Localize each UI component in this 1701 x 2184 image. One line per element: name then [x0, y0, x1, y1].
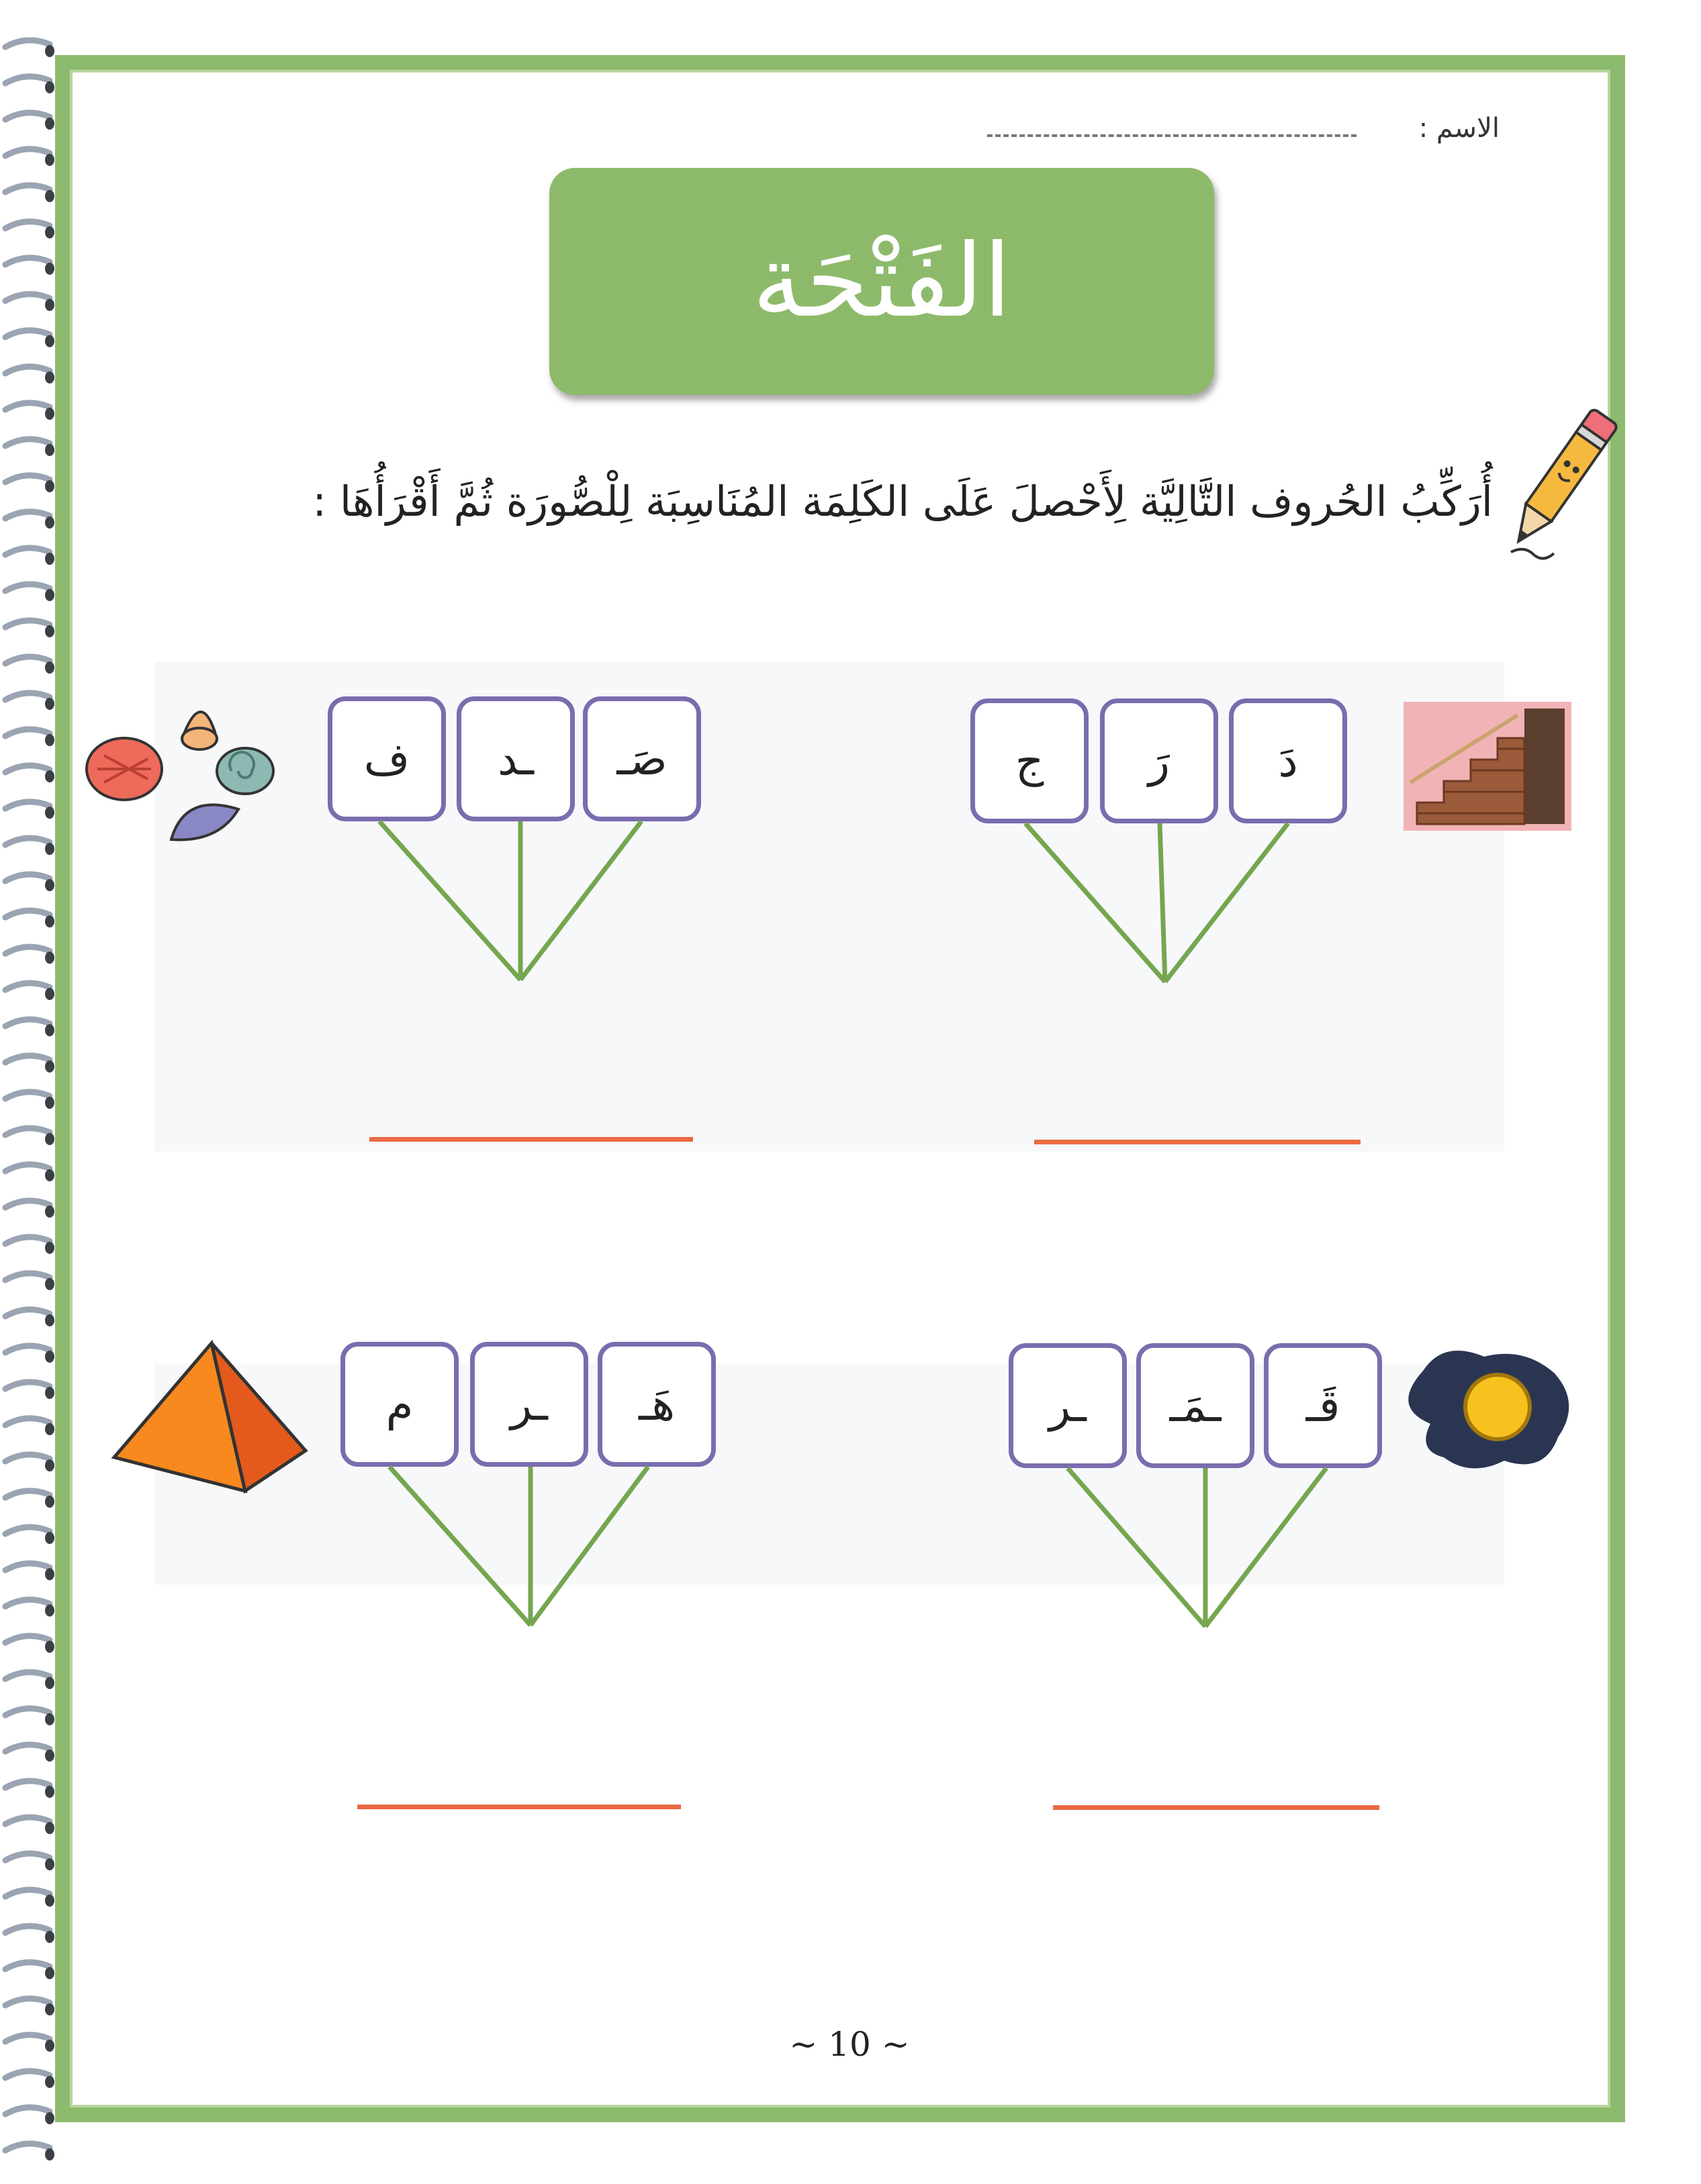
spiral-ring — [5, 548, 50, 555]
spiral-binding — [0, 0, 60, 2184]
pencil-icon — [1504, 396, 1618, 564]
spiral-ring — [5, 1491, 50, 1498]
spiral-hole — [45, 952, 54, 964]
answer-line[interactable] — [369, 1137, 693, 1142]
spiral-ring — [5, 2071, 50, 2078]
spiral-hole — [45, 843, 54, 855]
spiral-ring — [5, 77, 50, 83]
spiral-hole — [45, 335, 54, 347]
spiral-ring — [5, 874, 50, 881]
page-title: الفَتْحَة — [752, 223, 1011, 340]
spiral-hole — [45, 698, 54, 710]
spiral-hole — [45, 2003, 54, 2015]
letter-tile[interactable]: صَـ — [583, 696, 701, 821]
spiral-hole — [45, 1351, 54, 1363]
stairs-icon — [1404, 702, 1571, 831]
connector-stems — [336, 1467, 685, 1628]
spiral-ring — [5, 1128, 50, 1135]
letter-tile[interactable]: ـر — [1009, 1343, 1127, 1468]
spiral-hole — [45, 2040, 54, 2052]
spiral-ring — [5, 1817, 50, 1824]
fried-egg-icon — [1397, 1343, 1578, 1477]
spiral-hole — [45, 1604, 54, 1617]
spiral-ring — [5, 802, 50, 809]
spiral-hole — [45, 1568, 54, 1580]
spiral-ring — [5, 1962, 50, 1969]
spiral-hole — [45, 1097, 54, 1109]
spiral-hole — [45, 1532, 54, 1544]
letter-tile[interactable]: ـر — [470, 1342, 588, 1467]
connector-stems — [1007, 1468, 1357, 1629]
instruction-text: أُرَكِّبُ الحُروف التَّالِيَّة لِأَحْصلَ عَلَى الكَلِمَة المُنَاسِبَة لِلْصُّورَة ثُمَّ أَقْرَأُهَا : — [312, 477, 1493, 526]
name-input-line[interactable] — [987, 134, 1357, 137]
spiral-ring — [5, 1854, 50, 1860]
spiral-ring — [5, 403, 50, 410]
spiral-hole — [45, 1060, 54, 1073]
spiral-ring — [5, 693, 50, 700]
spiral-hole — [45, 589, 54, 601]
connector-stems — [322, 821, 672, 983]
spiral-ring — [5, 1926, 50, 1933]
spiral-hole — [45, 1677, 54, 1689]
spiral-ring — [5, 911, 50, 917]
spiral-ring — [5, 729, 50, 736]
spiral-hole — [45, 1169, 54, 1181]
letter-tile[interactable]: ـد — [457, 696, 575, 821]
spiral-ring — [5, 2035, 50, 2042]
spiral-ring — [5, 947, 50, 954]
spiral-hole — [45, 1314, 54, 1326]
spiral-hole — [45, 408, 54, 420]
page-number: ~ 10 ~ — [789, 2025, 910, 2064]
spiral-ring — [5, 1346, 50, 1353]
spiral-hole — [45, 625, 54, 637]
spiral-ring — [5, 439, 50, 446]
spiral-hole — [45, 770, 54, 782]
spiral-ring — [5, 1092, 50, 1099]
spiral-ring — [5, 2107, 50, 2114]
spiral-hole — [45, 299, 54, 311]
answer-line[interactable] — [1053, 1805, 1379, 1810]
spiral-hole — [45, 45, 54, 57]
spiral-hole — [45, 988, 54, 1000]
spiral-hole — [45, 226, 54, 238]
spiral-hole — [45, 807, 54, 819]
spiral-ring — [5, 621, 50, 627]
spiral-hole — [45, 2112, 54, 2124]
letter-tile[interactable]: هَـ — [598, 1342, 716, 1467]
spiral-hole — [45, 1205, 54, 1218]
pyramid-icon — [111, 1340, 312, 1494]
spiral-ring — [5, 1745, 50, 1751]
spiral-ring — [5, 185, 50, 192]
spiral-ring — [5, 1237, 50, 1244]
spiral-ring — [5, 1527, 50, 1534]
spiral-ring — [5, 1455, 50, 1461]
spiral-ring — [5, 1709, 50, 1715]
spiral-ring — [5, 1310, 50, 1316]
name-label: الاسم : — [1418, 113, 1500, 144]
spiral-hole — [45, 1713, 54, 1725]
spiral-hole — [45, 480, 54, 492]
spiral-hole — [45, 879, 54, 891]
spiral-hole — [45, 263, 54, 275]
spiral-hole — [45, 371, 54, 383]
spiral-ring — [5, 475, 50, 482]
spiral-hole — [45, 1459, 54, 1471]
spiral-ring — [5, 1781, 50, 1788]
spiral-hole — [45, 1967, 54, 1979]
spiral-hole — [45, 1133, 54, 1145]
spiral-hole — [45, 2076, 54, 2088]
letter-tile[interactable]: ف — [328, 696, 446, 821]
letter-tile[interactable]: ـمَـ — [1136, 1343, 1254, 1468]
spiral-hole — [45, 662, 54, 674]
spiral-hole — [45, 1858, 54, 1870]
spiral-hole — [45, 190, 54, 202]
letter-tile[interactable]: قَـ — [1264, 1343, 1382, 1468]
title-banner — [549, 168, 1214, 395]
spiral-hole — [45, 1496, 54, 1508]
spiral-hole — [45, 1242, 54, 1254]
answer-line[interactable] — [357, 1805, 681, 1809]
spiral-ring — [5, 766, 50, 772]
spiral-hole — [45, 154, 54, 166]
spiral-hole — [45, 1786, 54, 1798]
spiral-ring — [5, 294, 50, 301]
spiral-ring — [5, 1273, 50, 1280]
spiral-ring — [5, 1165, 50, 1171]
spiral-hole — [45, 1895, 54, 1907]
spiral-ring — [5, 367, 50, 373]
letter-tile[interactable]: رَ — [1100, 698, 1218, 823]
spiral-hole — [45, 2148, 54, 2160]
spiral-hole — [45, 1749, 54, 1762]
spiral-ring — [5, 584, 50, 591]
spiral-hole — [45, 1278, 54, 1290]
spiral-hole — [45, 553, 54, 565]
spiral-ring — [5, 1382, 50, 1389]
letter-tile[interactable]: ج — [970, 698, 1089, 823]
answer-line[interactable] — [1034, 1140, 1361, 1144]
spiral-hole — [45, 516, 54, 529]
spiral-hole — [45, 1024, 54, 1036]
spiral-ring — [5, 512, 50, 518]
spiral-hole — [45, 1641, 54, 1653]
seashells-icon — [84, 692, 279, 846]
spiral-hole — [45, 915, 54, 927]
connector-stems — [967, 823, 1316, 985]
spiral-ring — [5, 1636, 50, 1643]
spiral-ring — [5, 657, 50, 664]
spiral-ring — [5, 1600, 50, 1606]
spiral-ring — [5, 1418, 50, 1425]
letter-tile[interactable]: دَ — [1229, 698, 1347, 823]
spiral-hole — [45, 1822, 54, 1834]
spiral-ring — [5, 1999, 50, 2005]
spiral-ring — [5, 149, 50, 156]
spiral-ring — [5, 1056, 50, 1062]
spiral-hole — [45, 444, 54, 456]
spiral-ring — [5, 222, 50, 228]
spiral-ring — [5, 40, 50, 47]
spiral-ring — [5, 258, 50, 265]
spiral-ring — [5, 1201, 50, 1208]
spiral-ring — [5, 1563, 50, 1570]
spiral-hole — [45, 118, 54, 130]
spiral-ring — [5, 113, 50, 120]
spiral-hole — [45, 81, 54, 93]
spiral-hole — [45, 734, 54, 746]
spiral-ring — [5, 330, 50, 337]
spiral-ring — [5, 1019, 50, 1026]
spiral-ring — [5, 1672, 50, 1679]
spiral-ring — [5, 983, 50, 990]
spiral-ring — [5, 838, 50, 845]
spiral-hole — [45, 1931, 54, 1943]
letter-tile[interactable]: م — [340, 1342, 459, 1467]
spiral-hole — [45, 1423, 54, 1435]
spiral-ring — [5, 1890, 50, 1897]
spiral-ring — [5, 2144, 50, 2150]
spiral-hole — [45, 1387, 54, 1399]
